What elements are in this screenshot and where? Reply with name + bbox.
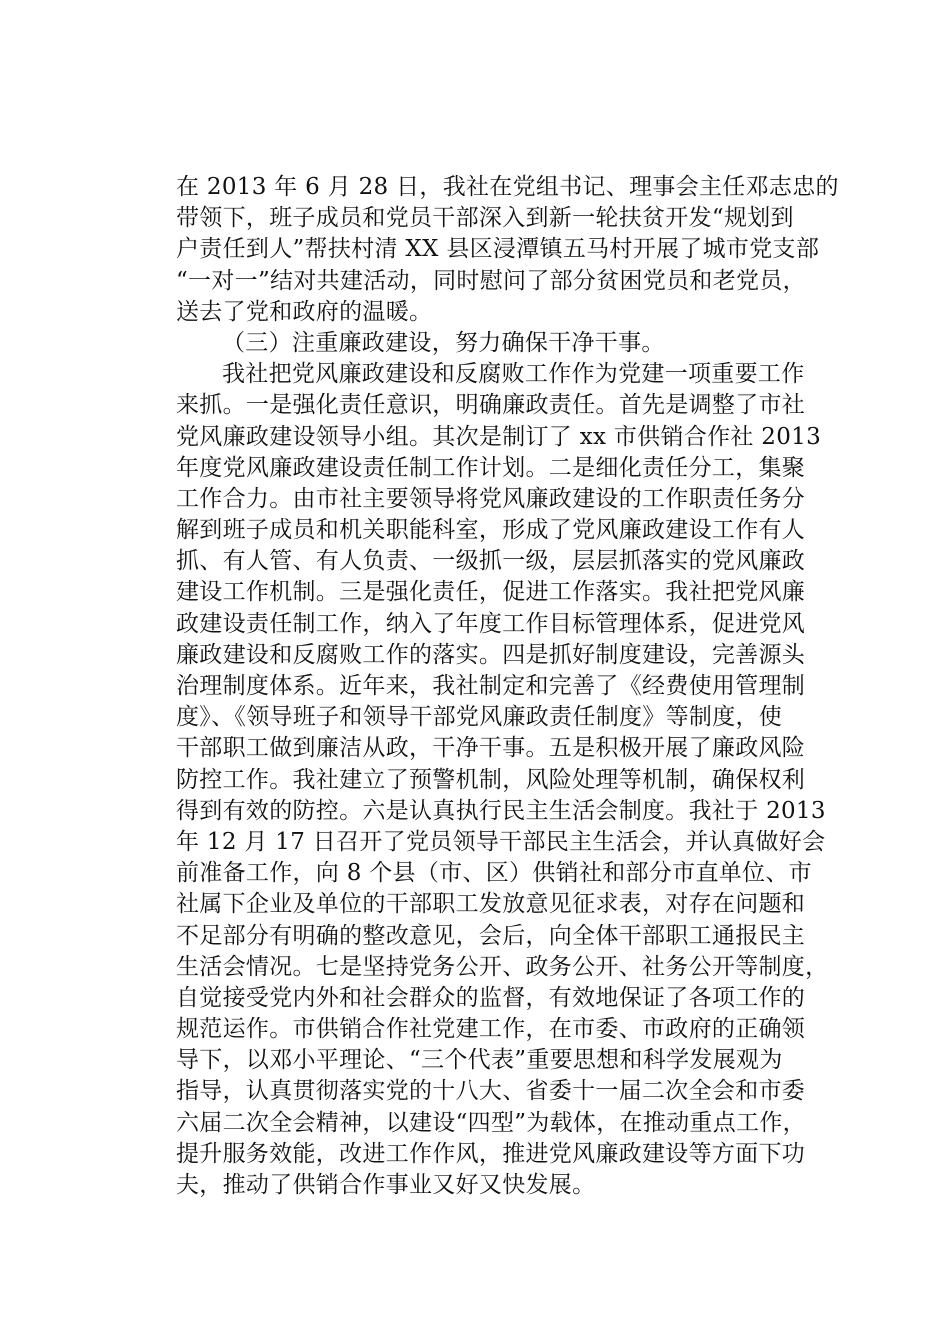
paragraph-2-line: 指导，认真贯彻落实党的十八大、省委十一届二次全会和市委: [176, 1078, 806, 1105]
paragraph-2-line: 我社把党风廉政建设和反腐败工作作为党建一项重要工作: [222, 361, 805, 388]
paragraph-2-line: 不足部分有明确的整改意见，会后，向全体干部职工通报民主: [176, 922, 806, 949]
paragraph-2-line: 六届二次全会精神，以建设“四型”为载体，在推动重点工作，: [176, 1109, 806, 1136]
paragraph-2-line: 抓、有人管、有人负责、一级抓一级，层层抓落实的党风廉政: [176, 548, 806, 575]
document-body: [176, 172, 839, 1201]
paragraph-2-line: 建设工作机制。三是强化责任，促进工作落实。我社把党风廉: [176, 579, 806, 606]
paragraph-2-line: 年 12 月 17 日召开了党员领导干部民主生活会，并认真做好会: [176, 828, 826, 855]
section-heading: （三）注重廉政建设，努力确保干净干事。: [222, 329, 665, 356]
paragraph-2-line: 自觉接受党内外和社会群众的监督，有效地保证了各项工作的: [176, 984, 806, 1011]
paragraph-2-line: 得到有效的防控。六是认真执行民主生活会制度。我社于 2013: [176, 797, 826, 824]
paragraph-2-line: 工作合力。由市社主要领导将党风廉政建设的工作职责任务分: [176, 485, 806, 512]
paragraph-2-line: 廉政建设和反腐败工作的落实。四是抓好制度建设，完善源头: [176, 641, 806, 668]
paragraph-2-line: 干部职工做到廉洁从政，干净干事。五是积极开展了廉政风险: [176, 735, 806, 762]
paragraph-2-line: 防控工作。我社建立了预警机制，风险处理等机制，确保权利: [176, 766, 806, 793]
paragraph-2-line: 生活会情况。七是坚持党务公开、政务公开、社务公开等制度，: [176, 953, 829, 980]
paragraph-1-line: 在 2013 年 6 月 28 日，我社在党组书记、理事会主任邓志忠的: [176, 174, 839, 200]
paragraph-2-line: 导下，以邓小平理论、“三个代表”重要思想和科学发展观为: [176, 1047, 783, 1074]
paragraph-1-line: 户责任到人”帮扶村清 XX 县区浸潭镇五马村开展了城市党支部: [176, 236, 820, 263]
paragraph-2-line: 解到班子成员和机关职能科室，形成了党风廉政建设工作有人: [176, 517, 806, 544]
paragraph-2-line: 社属下企业及单位的干部职工发放意见征求表，对存在问题和: [176, 891, 806, 918]
paragraph-2-line: 党风廉政建设领导小组。其次是制订了 xx 市供销合作社 2013: [176, 423, 822, 450]
paragraph-2-line: 规范运作。市供销合作社党建工作，在市委、市政府的正确领: [176, 1016, 806, 1043]
paragraph-2-line: 来抓。一是强化责任意识，明确廉政责任。首先是调整了市社: [176, 392, 806, 419]
paragraph-2-line: 度》、《领导班子和领导干部党风廉政责任制度》等制度，使: [176, 704, 783, 731]
paragraph-2-line: 年度党风廉政建设责任制工作计划。二是细化责任分工，集聚: [176, 454, 806, 481]
paragraph-2-line: 前准备工作，向 8 个县（市、区）供销社和部分市直单位、市: [176, 860, 812, 887]
paragraph-1-line: 带领下，班子成员和党员干部深入到新一轮扶贫开发“规划到: [176, 205, 794, 232]
paragraph-1-line: 送去了党和政府的温暖。: [176, 298, 433, 325]
paragraph-2-line: 夫，推动了供销合作事业又好又快发展。: [176, 1172, 596, 1198]
paragraph-1-line: “一对一”结对共建活动，同时慰问了部分贫困党员和老党员，: [176, 267, 806, 294]
paragraph-2-line: 提升服务效能，改进工作作风，推进党风廉政建设等方面下功: [176, 1140, 806, 1167]
paragraph-2-line: 政建设责任制工作，纳入了年度工作目标管理体系，促进党风: [176, 610, 806, 637]
paragraph-2-line: 治理制度体系。近年来，我社制定和完善了《经费使用管理制: [176, 673, 806, 699]
